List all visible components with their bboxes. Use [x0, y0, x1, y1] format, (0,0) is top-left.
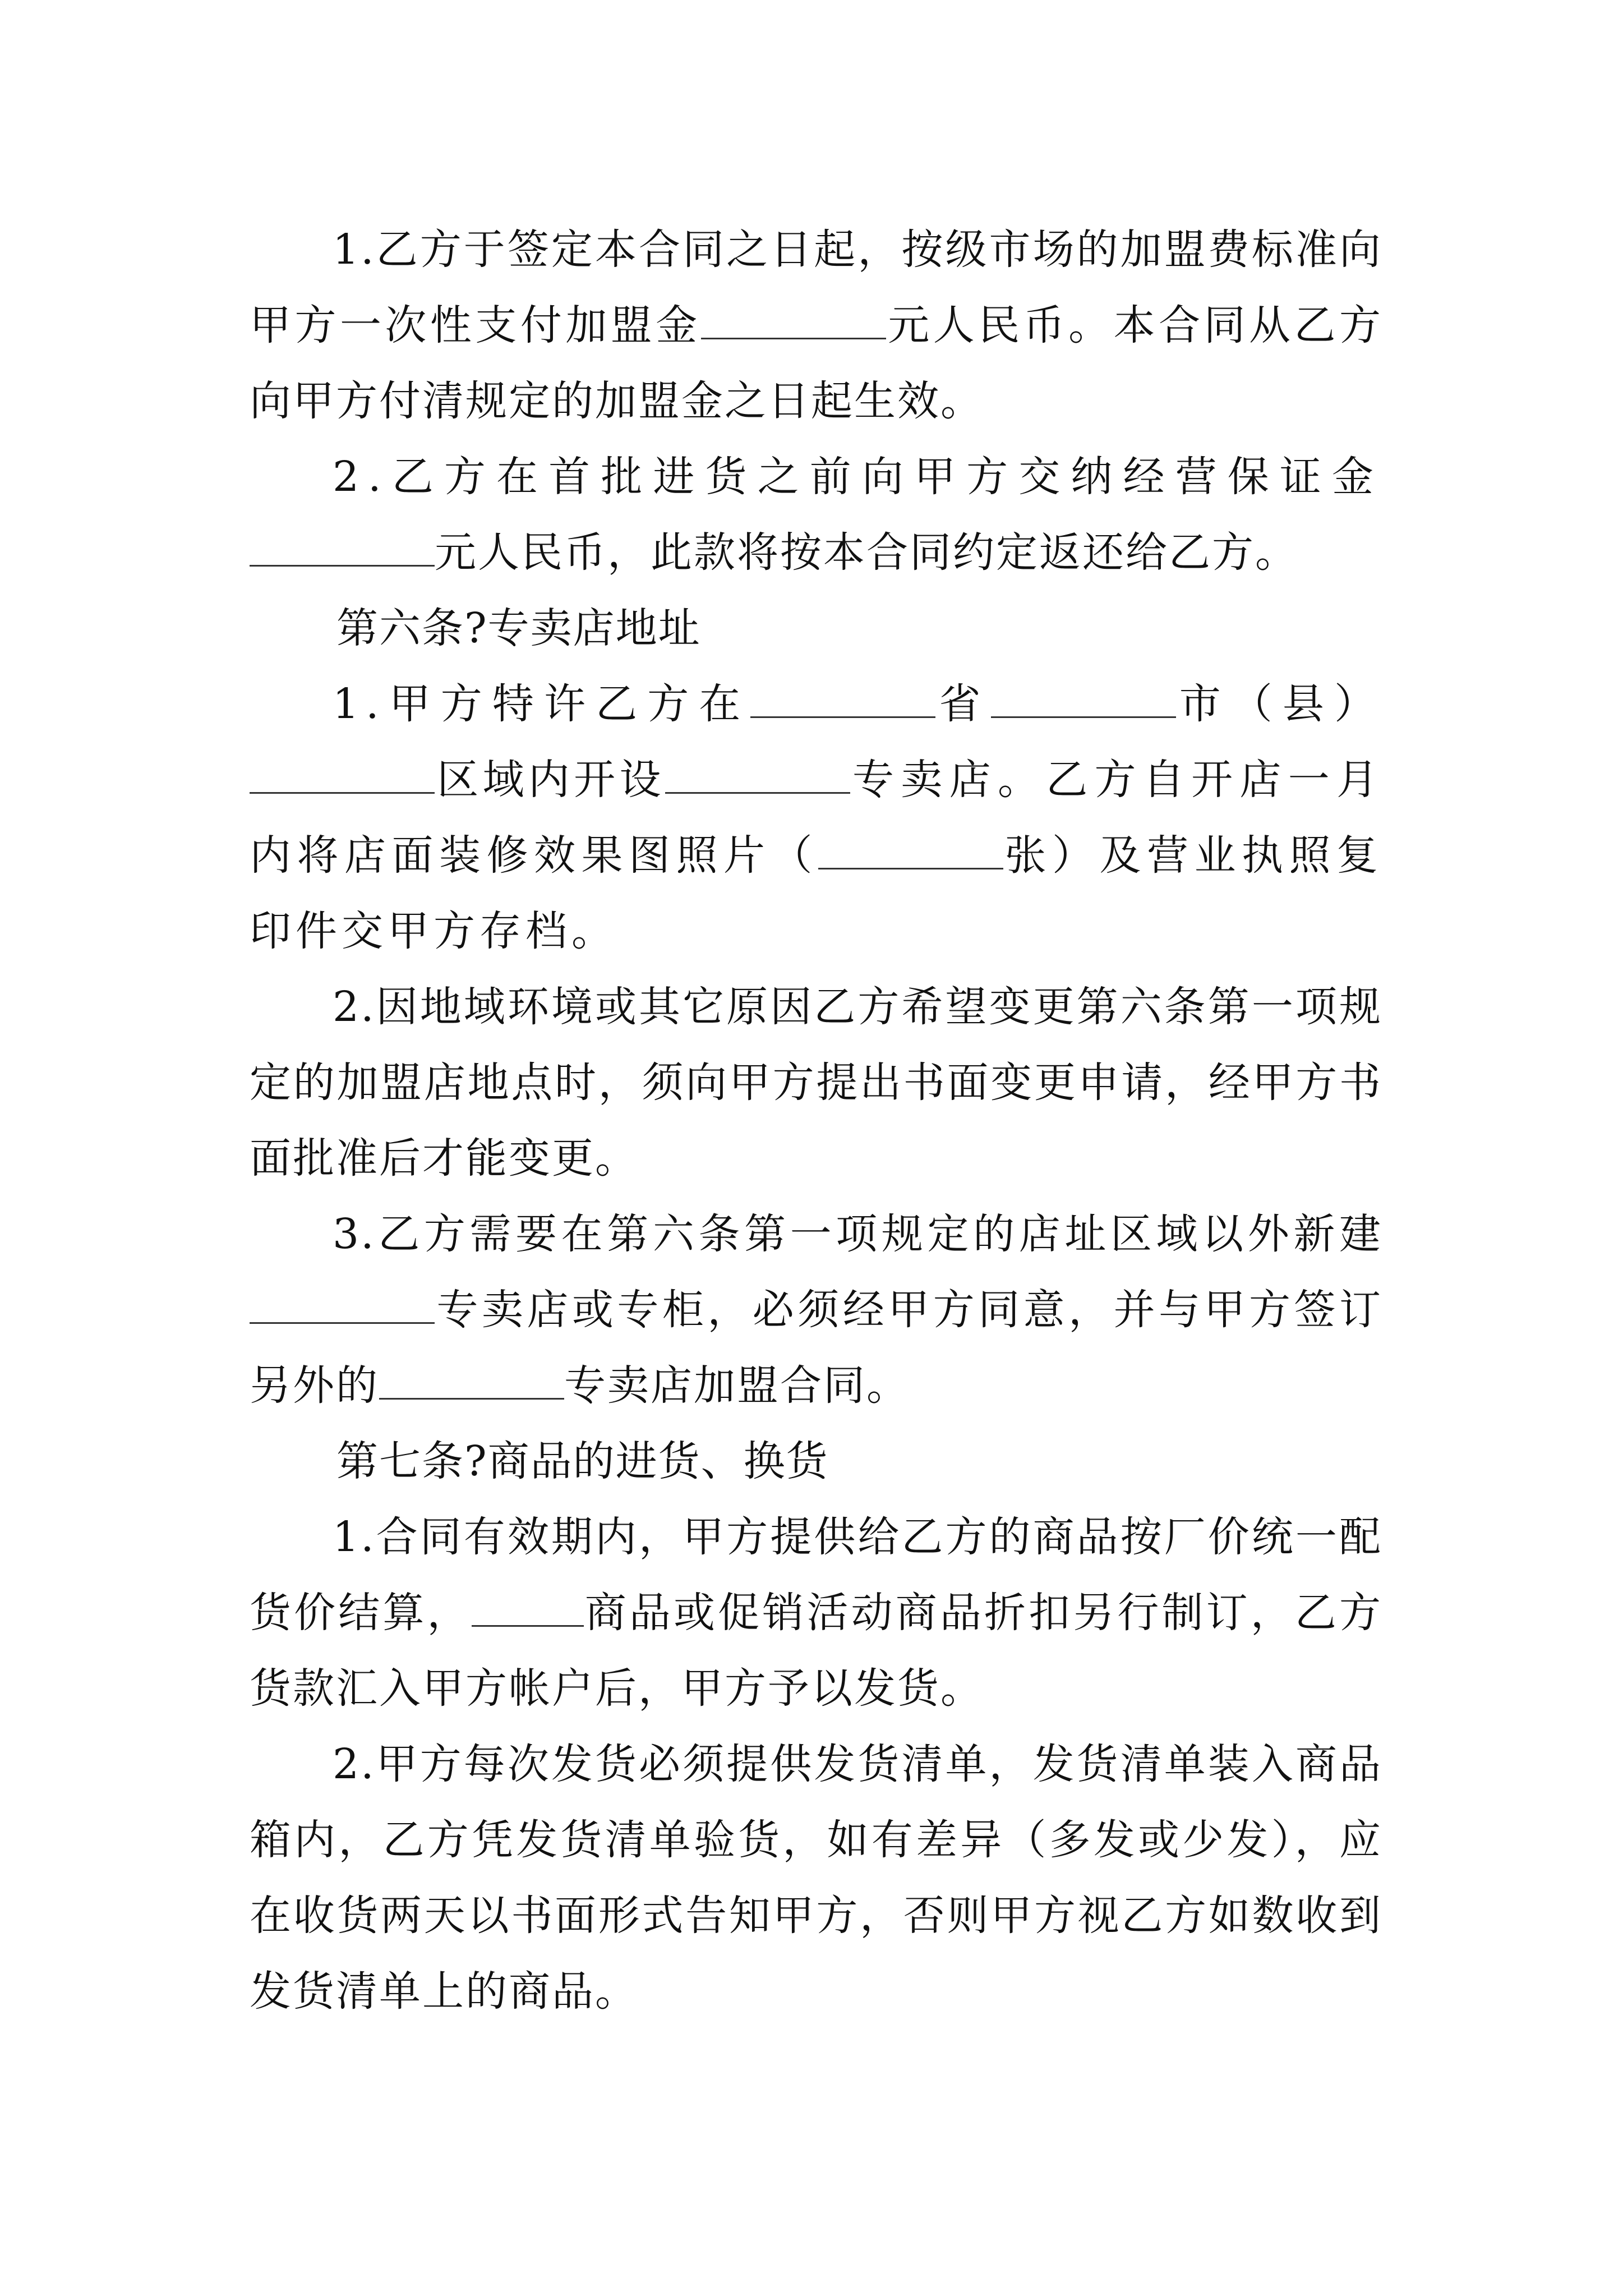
clause-5-2: [250, 439, 1382, 591]
clause-7-1: [250, 1499, 1382, 1727]
fill-blank: [991, 683, 1176, 718]
clause-text: 元人民币。本合同从乙方向甲方付清规定的加盟金之日起生效。: [250, 301, 1383, 425]
clause-text: 2.乙方在首批进货之前向甲方交纳经营保证金: [333, 453, 1382, 501]
clause-text: 2.甲方每次发货必须提供发货清单，发货清单装入商品箱内，乙方凭发货清单验货，如有差异（多发或少发），应在收货两天以书面形式告知甲方，否则甲方视乙方如数收到发货清单上的商品。: [250, 1740, 1382, 2016]
clause-text: 张）及营业执照复印件交甲方存档。: [250, 831, 1382, 955]
fill-blank: [250, 531, 435, 567]
clause-text: 省: [935, 680, 991, 728]
fill-blank: [750, 683, 935, 718]
clause-5-1: [250, 212, 1382, 439]
clause-7-2: [250, 1727, 1382, 2030]
clause-text: 专卖店或专柜，必须经甲方同意，并与甲方签订另外的: [250, 1286, 1382, 1410]
clause-text: 元人民币，此款将按本合同约定返还给乙方。: [435, 528, 1298, 577]
fill-blank: [250, 758, 435, 794]
clause-text: 市（县）: [1175, 680, 1383, 728]
clause-text: 3.乙方需要在第六条第一项规定的店址区域以外新建: [333, 1210, 1382, 1258]
document-body: [250, 212, 1382, 2030]
section-heading-7: 第七条?商品的进货、换货: [336, 1437, 829, 1485]
clause-6-3: [250, 1197, 1382, 1424]
clause-text: 专卖店加盟合同。: [564, 1361, 910, 1410]
clause-text: 商品或促销活动商品折扣另行制订，乙方货款汇入甲方帐户后，甲方予以发货。: [250, 1589, 1383, 1713]
fill-blank: [472, 1591, 584, 1627]
clause-text: 1.乙方于签定本合同之日起，按级市场的加盟费标准向甲方一次性支付加盟金: [250, 226, 1382, 349]
clause-text: 2.因地域环境或其它原因乙方希望变更第六条第一项规定的加盟店地点时，须向甲方提出书面变更申请，经甲方书面批准后才能变更。: [250, 983, 1382, 1182]
clause-6-1: [250, 666, 1382, 969]
clause-text: 1.合同有效期内，甲方提供给乙方的商品按厂价统一配货价结算，: [250, 1513, 1382, 1637]
section-heading-6: 第六条?专卖店地址: [336, 604, 701, 652]
clause-text: 1.甲方特许乙方在: [333, 680, 751, 728]
fill-blank: [379, 1364, 564, 1400]
fill-blank: [818, 834, 1003, 869]
clause-text: 专卖店。乙方自开店一月内将店面装修效果图照片（: [250, 756, 1382, 880]
fill-blank: [665, 758, 850, 794]
clause-text: 区域内开设: [435, 756, 665, 804]
fill-blank: [701, 304, 886, 339]
fill-blank: [250, 1289, 435, 1324]
clause-6-2: [250, 969, 1382, 1197]
